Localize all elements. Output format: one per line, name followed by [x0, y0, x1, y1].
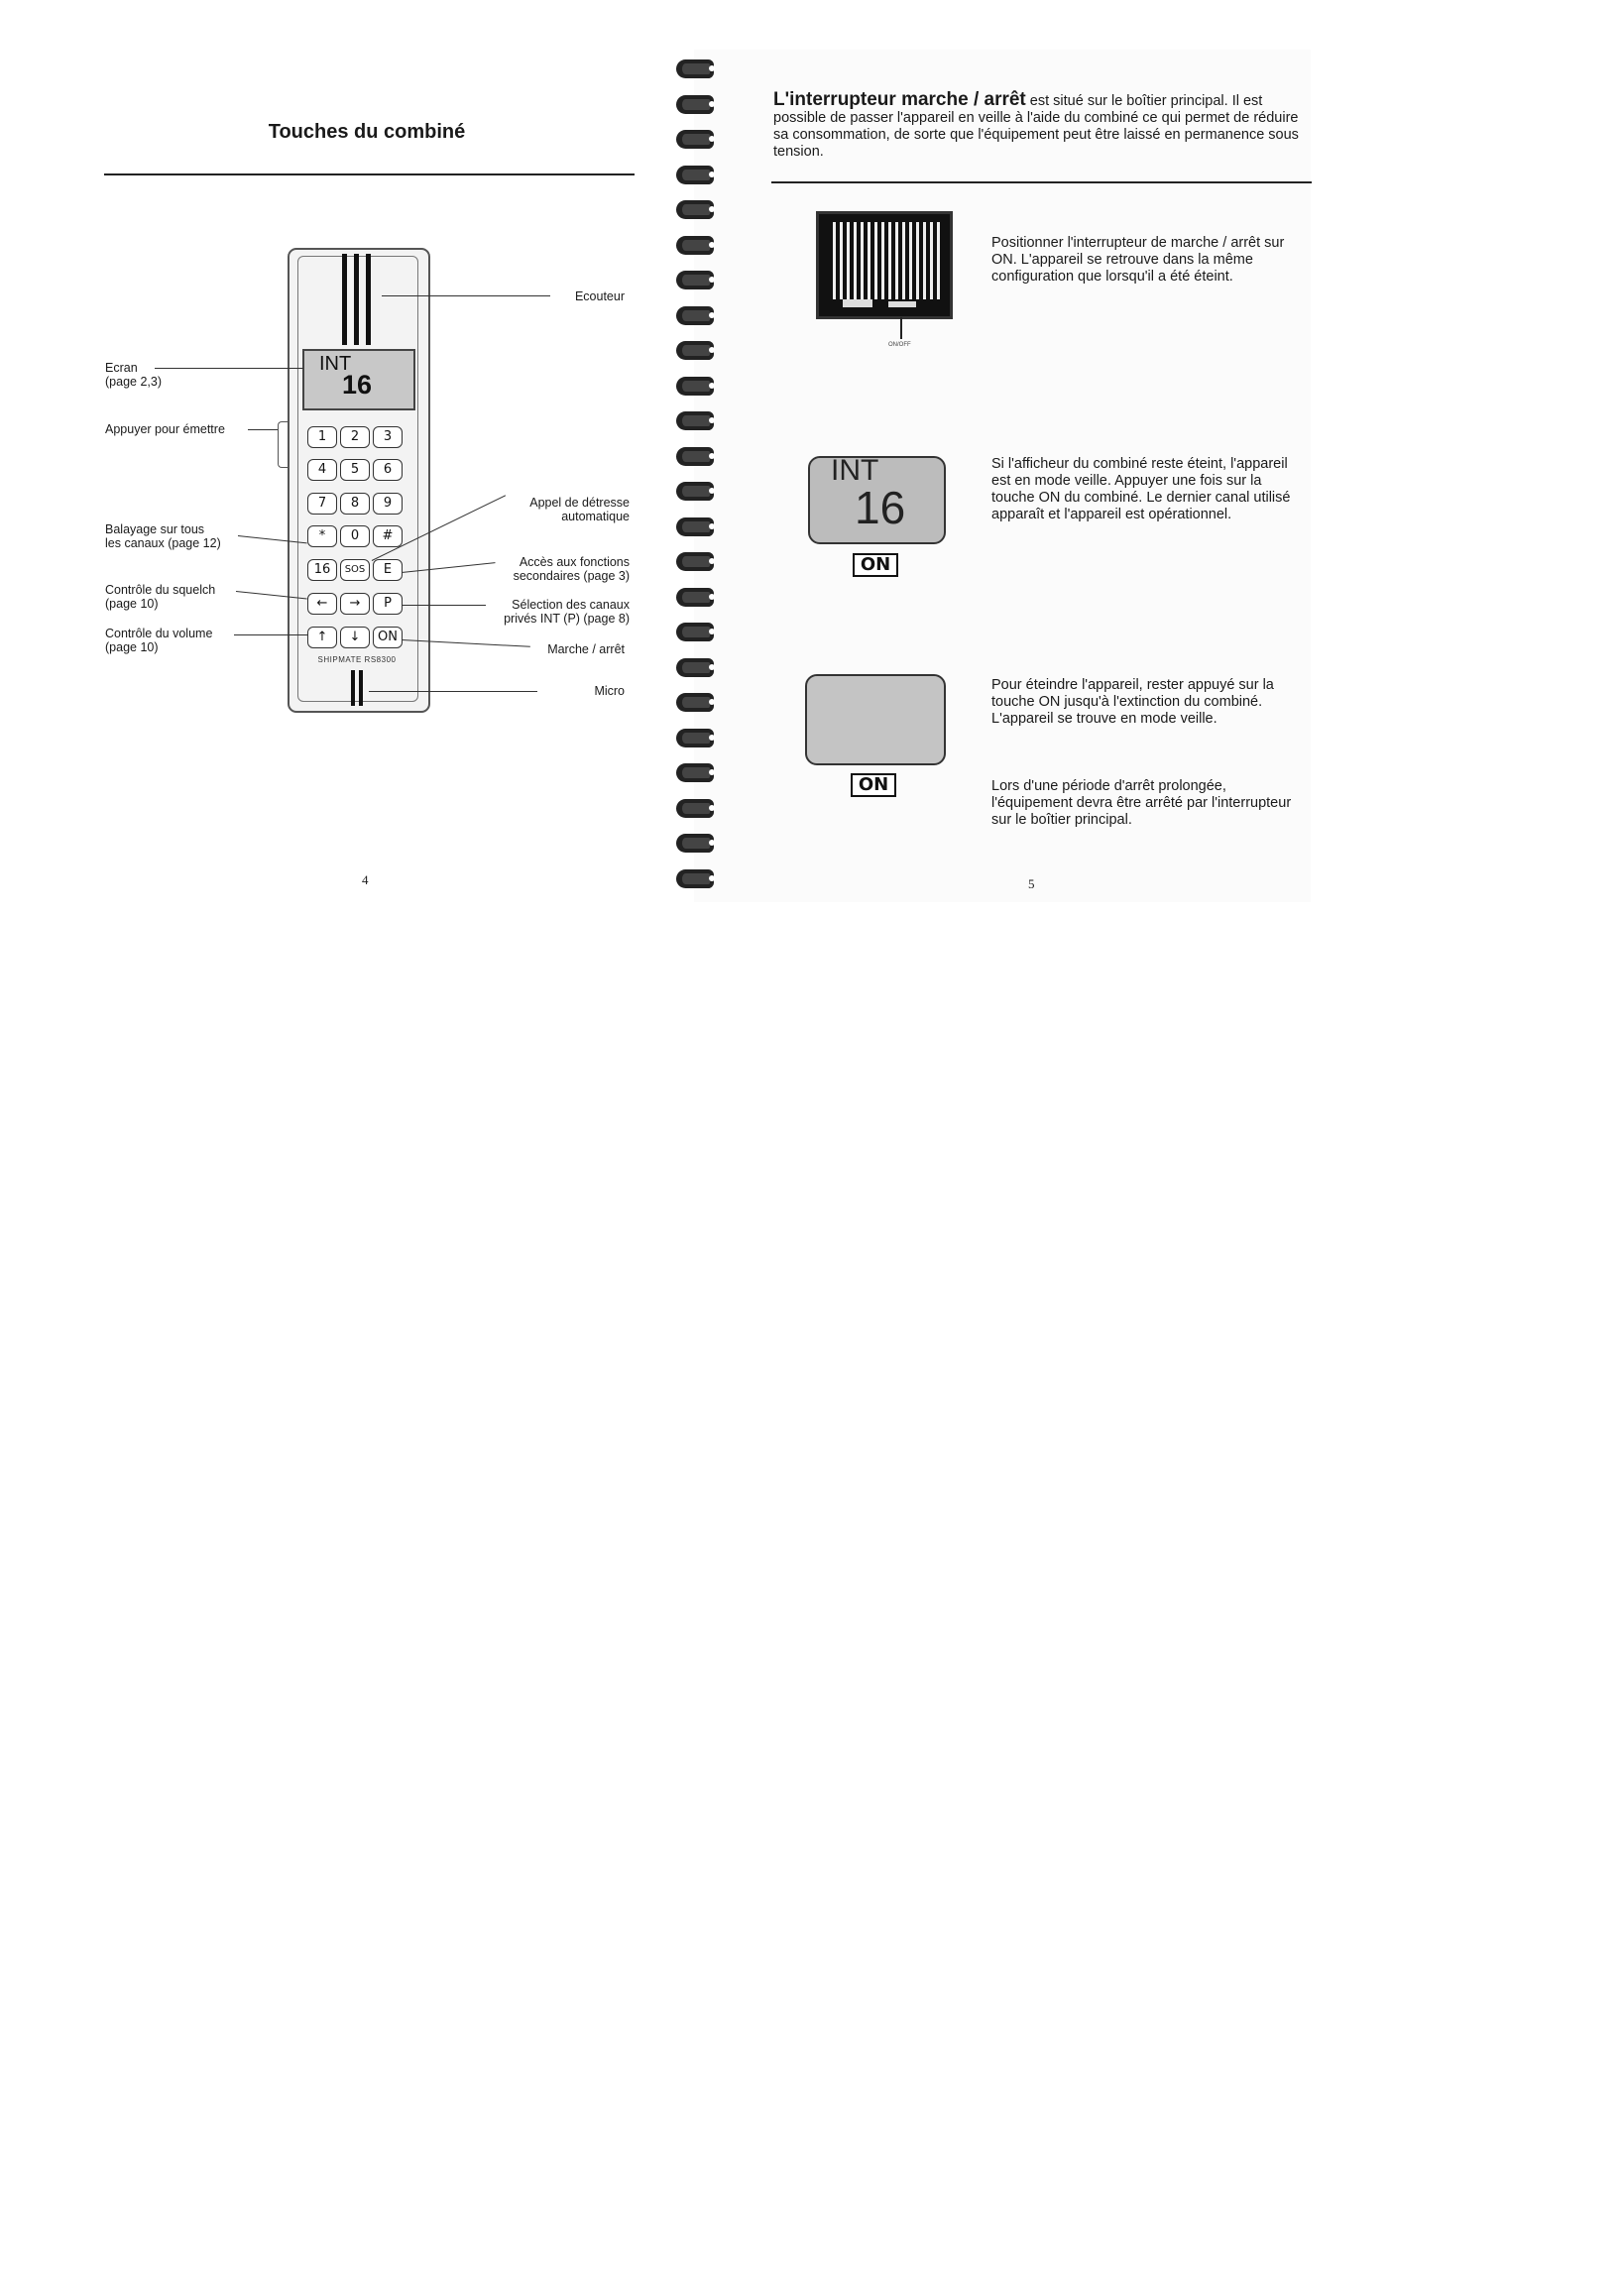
- handset-brand: SHIPMATE RS8300: [317, 655, 397, 664]
- callout-ecouteur: Ecouteur: [574, 289, 625, 303]
- binding-hole: [709, 735, 715, 741]
- panel-vent-grille: [829, 222, 940, 299]
- binding-hole: [709, 523, 715, 529]
- handset-key: *: [307, 525, 337, 547]
- callout-ecran: Ecran (page 2,3): [105, 361, 162, 389]
- handset-display-blank: [805, 674, 946, 765]
- callout-selection: Sélection des canaux privés INT (P) (page 8): [504, 598, 630, 626]
- callout-appel: Appel de détresse automatique: [529, 496, 630, 523]
- handset-key: E: [373, 559, 403, 581]
- binding-hole: [709, 242, 715, 248]
- handset-key: 8: [340, 493, 370, 515]
- binding-hole: [709, 172, 715, 177]
- panel-slot: [888, 301, 916, 307]
- leader-line: [402, 605, 486, 606]
- handset-key: 4: [307, 459, 337, 481]
- binding-hole: [709, 558, 715, 564]
- callout-balayage: Balayage sur tous les canaux (page 12): [105, 522, 221, 550]
- switch-caption: ON/OFF: [888, 342, 911, 348]
- binding-hole: [709, 805, 715, 811]
- binding-hole: [709, 347, 715, 353]
- earpiece-stripe: [366, 254, 371, 345]
- header-rule: [771, 181, 1312, 183]
- handset-key: ←: [307, 593, 337, 615]
- handset-key: 9: [373, 493, 403, 515]
- binding-hole: [709, 629, 715, 634]
- handset-key: ↓: [340, 627, 370, 648]
- microphone-stripe: [359, 670, 363, 706]
- handset-key: 3: [373, 426, 403, 448]
- callout-volume: Contrôle du volume (page 10): [105, 627, 213, 654]
- leader-line: [369, 691, 537, 692]
- binding-hole: [709, 840, 715, 846]
- handset-key: 1: [307, 426, 337, 448]
- paragraph-turn-off: Pour éteindre l'appareil, rester appuyé sur la touche ON jusqu'à l'extinction du combiné. L'appareil se trouve en mode veille.: [991, 677, 1274, 727]
- leader-line: [155, 368, 303, 369]
- binding-hole: [709, 594, 715, 600]
- handset-key: 2: [340, 426, 370, 448]
- binding-hole: [709, 101, 715, 107]
- page-number-left: 4: [362, 872, 369, 887]
- section-title: L'interrupteur marche / arrêt: [773, 89, 1026, 110]
- handset-key: 7: [307, 493, 337, 515]
- binding-hole: [709, 769, 715, 775]
- handset-key: 16: [307, 559, 337, 581]
- paragraph-switch-on: Positionner l'interrupteur de marche / arrêt sur ON. L'appareil se retrouve dans la même configuration que lorsqu'il a été éteint.: [991, 235, 1285, 285]
- binding-hole: [709, 136, 715, 142]
- earpiece-stripe: [354, 254, 359, 345]
- callout-appuyer: Appuyer pour émettre: [105, 422, 225, 436]
- main-unit-front-panel: [816, 211, 953, 319]
- callout-squelch: Contrôle du squelch (page 10): [105, 583, 216, 611]
- binding-hole: [709, 417, 715, 423]
- binding-hole: [709, 488, 715, 494]
- callout-micro: Micro: [594, 684, 625, 698]
- display-channel-mode: INT: [319, 353, 352, 375]
- binding-hole: [709, 875, 715, 881]
- binding-hole: [709, 277, 715, 283]
- paragraph-standby: Si l'afficheur du combiné reste éteint, l'appareil est en mode veille. Appuyer une fois sur la touche ON du combiné. Le dernier canal utilisé apparaît et l'appareil est opérationnel.: [991, 456, 1291, 522]
- on-key-badge: ON: [851, 773, 896, 797]
- handset-key: 6: [373, 459, 403, 481]
- handset-key: →: [340, 593, 370, 615]
- leader-line: [234, 634, 307, 635]
- display-large-channel: 16: [855, 482, 906, 533]
- display-large-mode: INT: [831, 454, 879, 487]
- binding-hole: [709, 699, 715, 705]
- binding-hole: [709, 453, 715, 459]
- microphone-stripe: [351, 670, 355, 706]
- handset-key: #: [373, 525, 403, 547]
- earpiece-stripe: [342, 254, 347, 345]
- ptt-button: [278, 421, 289, 468]
- handset-key: SOS: [340, 559, 370, 581]
- handset-key: ↑: [307, 627, 337, 648]
- handset-key: P: [373, 593, 403, 615]
- page-title: Touches du combiné: [268, 121, 466, 143]
- binding-hole: [709, 664, 715, 670]
- switch-pointer: [900, 317, 902, 339]
- display-channel-number: 16: [342, 370, 373, 400]
- panel-slot: [843, 299, 872, 307]
- section-intro: est situé sur le boîtier principal. Il est possible de passer l'appareil en veille à l'aide du combiné ce qui permet de réduire sa consommation, de sorte que l'équipement peut être laissé en permanence sous tension.: [773, 93, 1299, 160]
- binding-hole: [709, 383, 715, 389]
- paragraph-long-stop: Lors d'une période d'arrêt prolongée, l'équipement devra être arrêté par l'interrupteur sur le boîtier principal.: [991, 778, 1292, 828]
- binding-hole: [709, 206, 715, 212]
- section-header: [773, 91, 1309, 161]
- handset-key: 0: [340, 525, 370, 547]
- handset-key: ON: [373, 627, 403, 648]
- leader-line: [248, 429, 278, 430]
- page-number-right: 5: [1028, 876, 1035, 891]
- binding-hole: [709, 312, 715, 318]
- title-rule: [104, 173, 635, 175]
- leader-line: [382, 295, 550, 296]
- callout-marche: Marche / arrêt: [547, 642, 625, 656]
- handset-key: 5: [340, 459, 370, 481]
- binding-hole: [709, 65, 715, 71]
- on-key-badge: ON: [853, 553, 898, 577]
- callout-acces: Accès aux fonctions secondaires (page 3): [513, 555, 630, 583]
